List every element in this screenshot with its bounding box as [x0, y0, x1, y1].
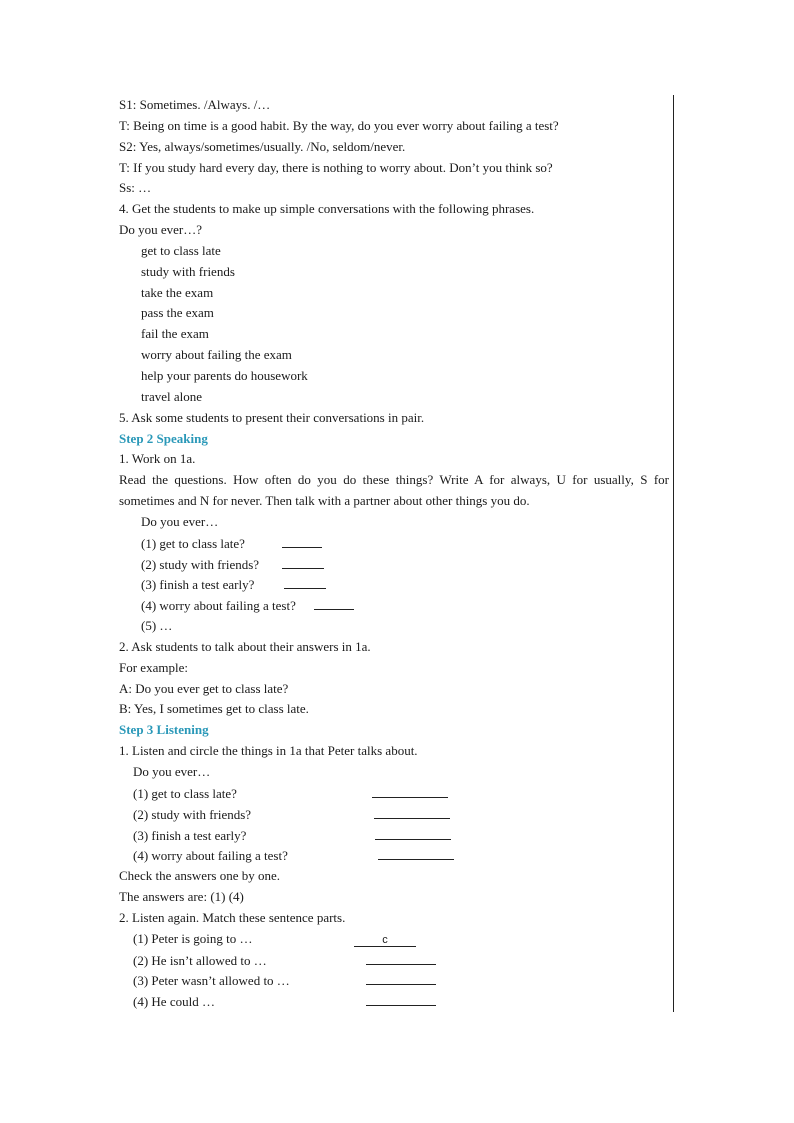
- match-text: (2) He isn’t allowed to …: [133, 952, 267, 968]
- dialogue-t2: T: If you study hard every day, there is nothing to worry about. Don’t you think so?: [119, 159, 553, 175]
- match-text: (3) Peter wasn’t allowed to …: [133, 973, 290, 989]
- phrase-item: worry about failing the exam: [141, 347, 292, 363]
- step2-item1: 1. Work on 1a.: [119, 451, 196, 467]
- step2-question-4: [119, 595, 669, 616]
- question-text: (4) worry about failing a test?: [133, 848, 288, 864]
- step3-heading: Step 3 Listening: [119, 722, 209, 738]
- phrase-item: fail the exam: [141, 326, 209, 342]
- phrase-item: get to class late: [141, 242, 221, 258]
- answer-blank[interactable]: [372, 783, 448, 798]
- match-blank[interactable]: c: [354, 932, 416, 947]
- step2-heading: Step 2 Speaking: [119, 430, 208, 446]
- prompt-do-you-ever: Do you ever…?: [119, 222, 203, 238]
- instruction-5: 5. Ask some students to present their conversations in pair.: [119, 409, 425, 425]
- step3-answers: The answers are: (1) (4): [119, 889, 244, 905]
- match-blank[interactable]: [366, 970, 436, 985]
- step3-item1: 1. Listen and circle the things in 1a that Peter talks about.: [119, 743, 418, 759]
- answer-blank[interactable]: [284, 574, 326, 589]
- step3-item2: 2. Listen again. Match these sentence parts.: [119, 909, 346, 925]
- step3-question-4: [119, 845, 669, 866]
- question-text: (2) study with friends?: [141, 556, 260, 572]
- step3-question-2: [119, 804, 669, 825]
- question-text: (2) study with friends?: [133, 806, 252, 822]
- answer-blank[interactable]: [375, 825, 451, 840]
- match-row-4: [119, 991, 669, 1012]
- question-text: (1) get to class late?: [141, 535, 245, 551]
- step2-lead: Do you ever…: [141, 513, 219, 529]
- answer-blank[interactable]: [314, 595, 354, 610]
- answer-blank[interactable]: [282, 554, 324, 569]
- question-text: (3) finish a test early?: [141, 577, 255, 593]
- step2-example-label: For example:: [119, 659, 188, 675]
- phrase-item: pass the exam: [141, 305, 214, 321]
- answer-blank[interactable]: [282, 533, 322, 548]
- step2-instructions: Read the questions. How often do you do these things? Write A for always, U for usually, S for sometimes and N for never. Then talk with a partner about other things you do.: [119, 472, 669, 509]
- example-a: A: Do you ever get to class late?: [119, 680, 289, 696]
- match-text: (1) Peter is going to …: [133, 930, 253, 946]
- step2-question-2: [119, 554, 669, 575]
- dialogue-s2: S2: Yes, always/sometimes/usually. /No, seldom/never.: [119, 138, 406, 154]
- step2-item2: 2. Ask students to talk about their answers in 1a.: [119, 638, 371, 654]
- answer-blank[interactable]: [378, 845, 454, 860]
- phrase-item: travel alone: [141, 388, 202, 404]
- answer-blank[interactable]: [374, 804, 450, 819]
- match-row-3: [119, 970, 669, 991]
- question-text: (1) get to class late?: [133, 785, 237, 801]
- step2-question-1: [119, 533, 669, 554]
- step2-question-5: (5) …: [141, 618, 173, 634]
- example-b: B: Yes, I sometimes get to class late.: [119, 701, 309, 717]
- match-blank[interactable]: [366, 991, 436, 1006]
- step2-question-3: [119, 574, 669, 595]
- phrase-item: help your parents do housework: [141, 367, 308, 383]
- step3-question-3: [119, 825, 669, 846]
- question-text: (3) finish a test early?: [133, 827, 247, 843]
- phrase-item: take the exam: [141, 284, 214, 300]
- phrase-item: study with friends: [141, 263, 235, 279]
- dialogue-s1: S1: Sometimes. /Always. /…: [119, 97, 271, 112]
- lesson-plan-body: [119, 95, 669, 1012]
- dialogue-ss: Ss: …: [119, 180, 152, 196]
- match-row-1: [119, 929, 669, 950]
- match-text: (4) He could …: [133, 994, 215, 1010]
- step3-check: Check the answers one by one.: [119, 868, 281, 884]
- step3-question-1: [119, 783, 669, 804]
- match-blank[interactable]: [366, 950, 436, 965]
- table-right-border: [673, 95, 674, 1012]
- match-row-2: [119, 950, 669, 971]
- question-text: (4) worry about failing a test?: [141, 598, 296, 614]
- step3-lead: Do you ever…: [133, 764, 211, 779]
- instruction-4: 4. Get the students to make up simple conversations with the following phrases.: [119, 201, 535, 217]
- dialogue-t1: T: Being on time is a good habit. By the way, do you ever worry about failing a test?: [119, 117, 559, 133]
